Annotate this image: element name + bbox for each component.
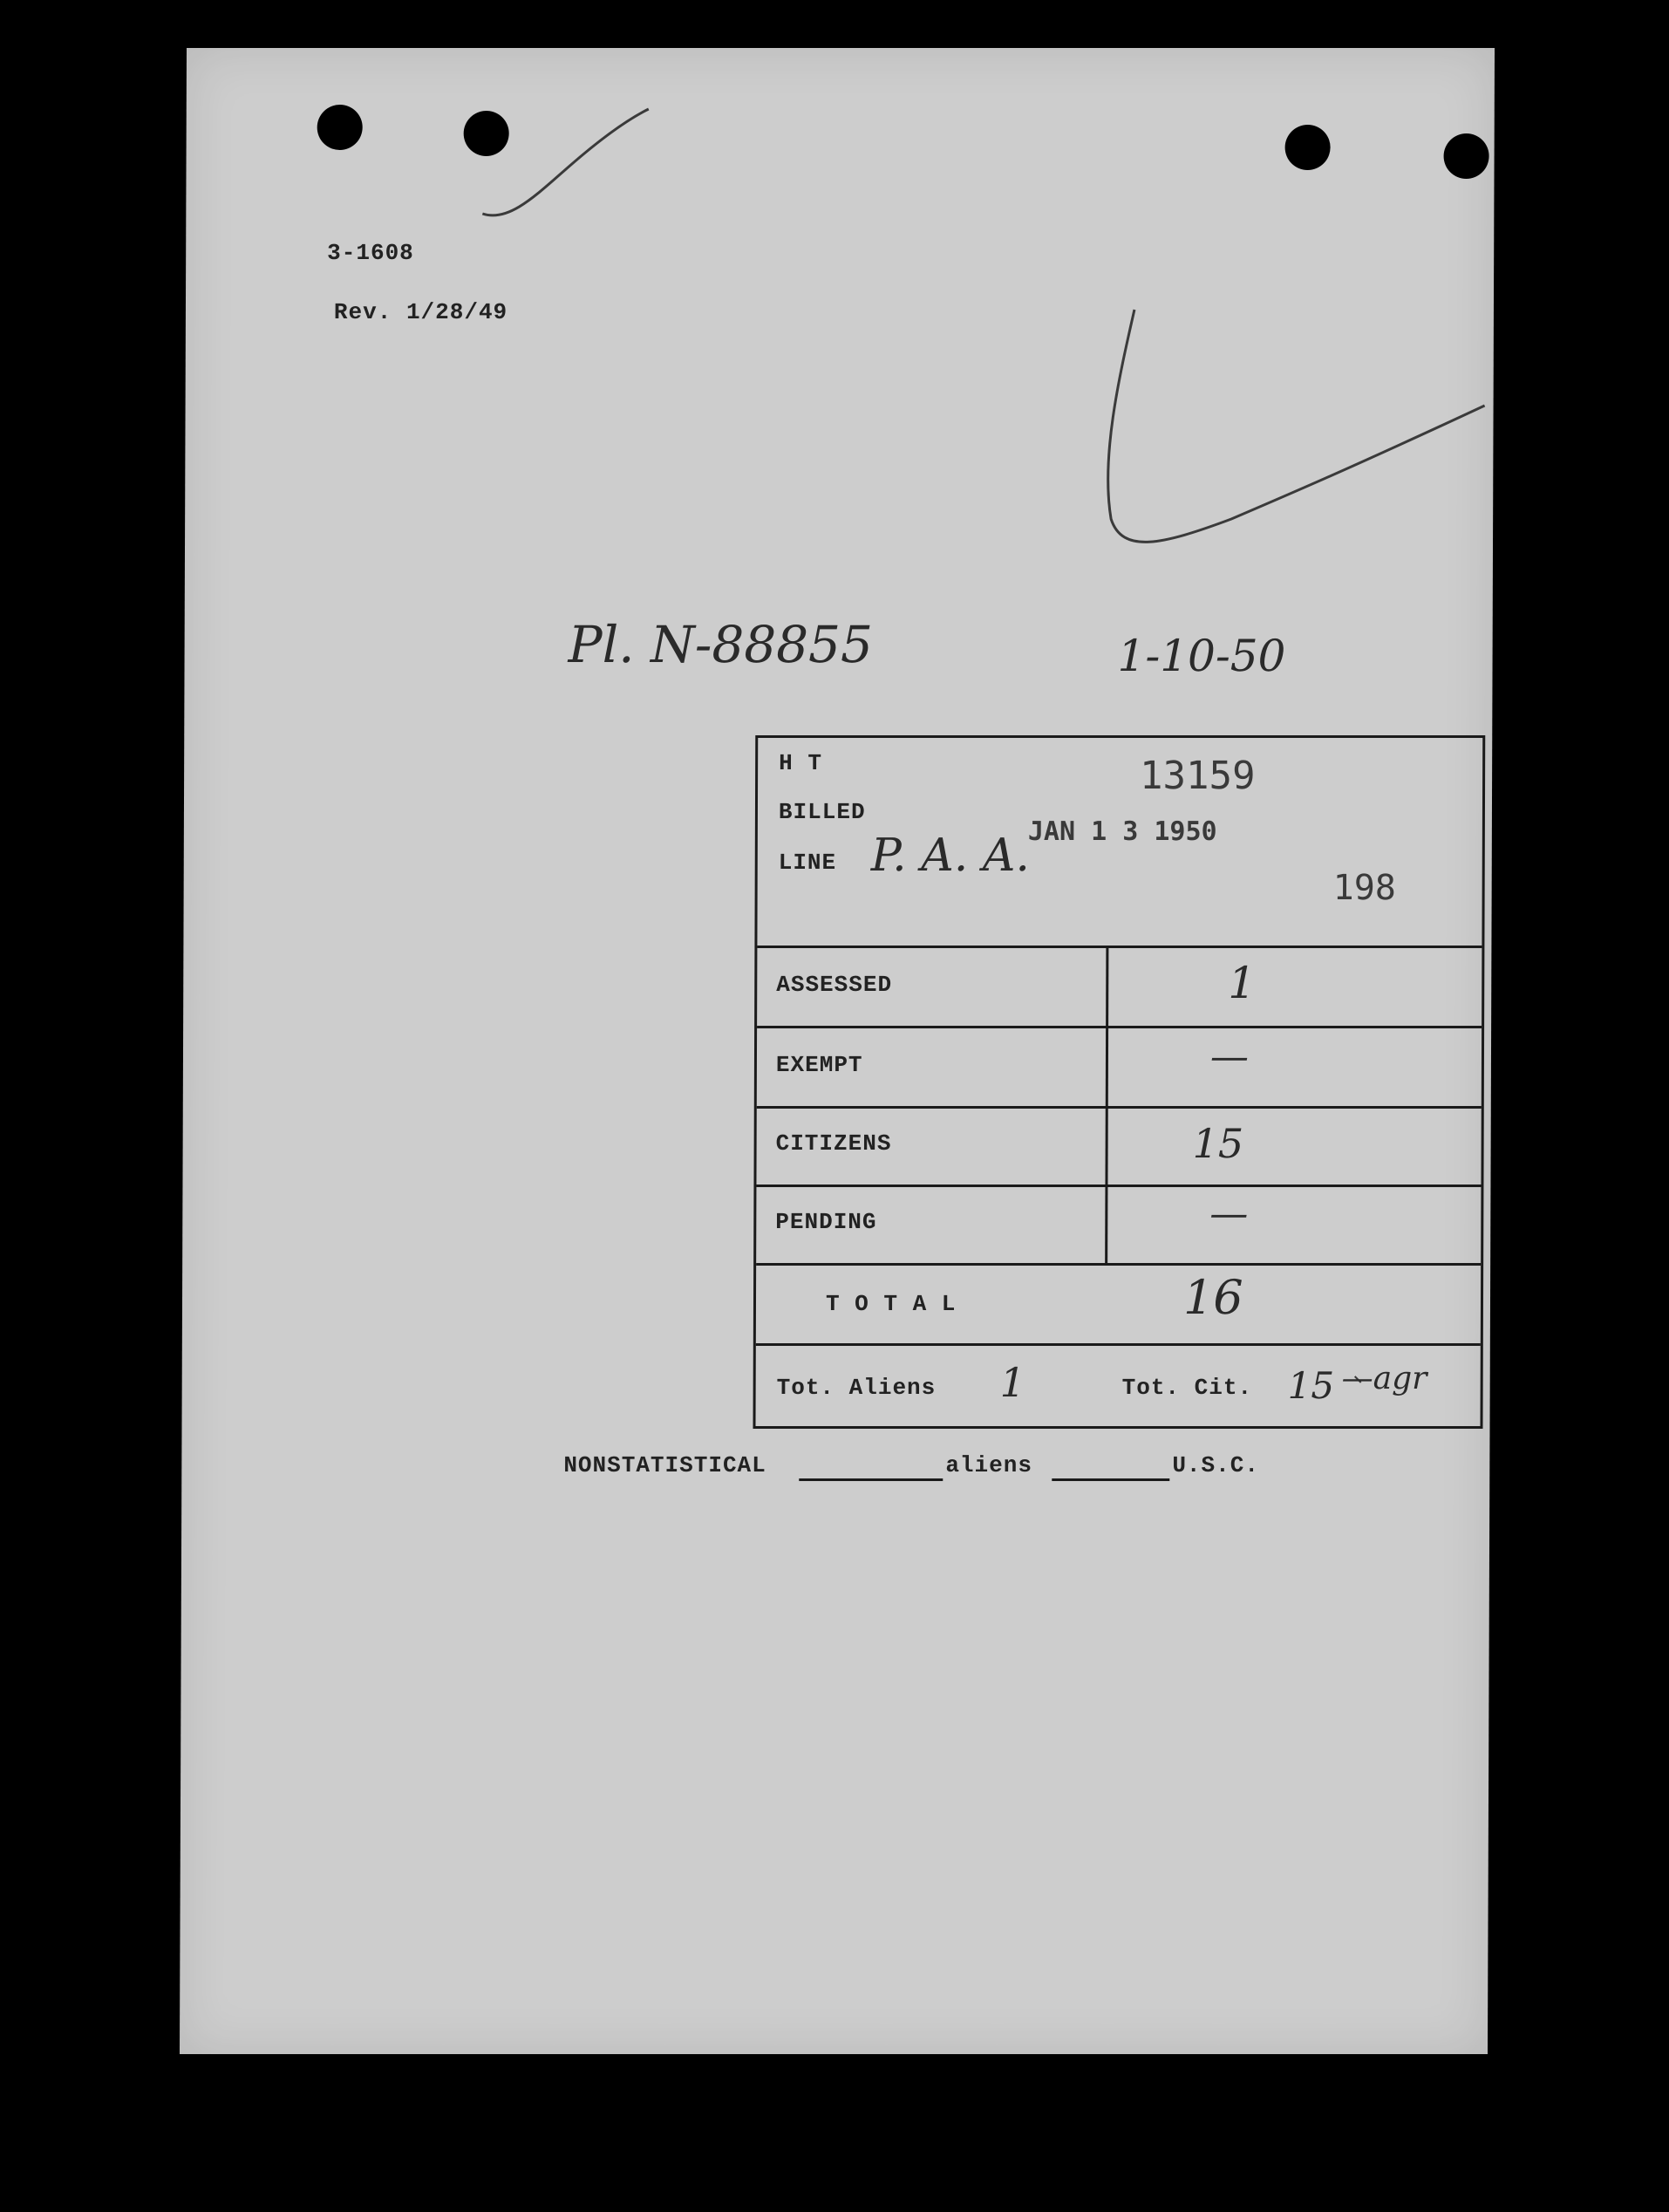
label-exempt: EXEMPT — [775, 1052, 863, 1078]
divider-exempt — [757, 1106, 1482, 1109]
divider-total — [756, 1343, 1481, 1346]
handwritten-file-reference: Pl. N-88855 — [568, 615, 874, 674]
label-nonstatistical: NONSTATISTICAL — [563, 1452, 766, 1478]
handwritten-date: 1-10-50 — [1117, 631, 1286, 681]
divider-citizens — [756, 1185, 1481, 1187]
handwritten-exempt-value: — — [1209, 1034, 1250, 1079]
divider-pending — [756, 1263, 1481, 1266]
label-total-aliens: Tot. Aliens — [776, 1375, 937, 1401]
label-total: T O T A L — [825, 1291, 957, 1317]
handwritten-aliens-value: 1 — [999, 1359, 1026, 1406]
blank-aliens — [799, 1478, 943, 1481]
blank-usc — [1052, 1478, 1169, 1481]
form-number: 3-1608 — [327, 240, 414, 266]
billing-form-box — [753, 735, 1485, 1429]
handwritten-line-value: P. A. A. — [870, 830, 1031, 882]
received-date-stamp: JAN 1 3 1950 — [1027, 816, 1217, 847]
serial-number-stamp: 13159 — [1140, 754, 1256, 798]
label-assessed: ASSESSED — [776, 972, 893, 998]
nonstatistical-line — [563, 1452, 1348, 1487]
label-usc: U.S.C. — [1172, 1452, 1260, 1478]
label-ht: H T — [779, 750, 823, 776]
document-page — [180, 48, 1495, 2054]
handwritten-citizens-value: 15 — [1192, 1120, 1244, 1167]
handwritten-total-value: 16 — [1182, 1270, 1243, 1325]
label-aliens: aliens — [945, 1452, 1033, 1478]
handwritten-citizens-total-value: 15 — [1287, 1364, 1335, 1407]
label-billed: BILLED — [778, 799, 866, 825]
divider-assessed — [757, 1026, 1482, 1028]
label-citizens: CITIZENS — [775, 1130, 892, 1157]
handwritten-pending-value: — — [1209, 1191, 1249, 1236]
label-total-citizens: Tot. Cit. — [1121, 1375, 1253, 1401]
handwritten-initials: —agr — [1341, 1361, 1427, 1396]
form-revision: Rev. 1/28/49 — [333, 299, 508, 325]
handwritten-assessed-value: 1 — [1228, 958, 1257, 1008]
divider-header — [757, 946, 1482, 948]
side-number-stamp: 198 — [1332, 868, 1396, 908]
label-pending: PENDING — [775, 1209, 877, 1235]
column-divider — [1105, 946, 1108, 1263]
label-line: LINE — [778, 850, 837, 876]
